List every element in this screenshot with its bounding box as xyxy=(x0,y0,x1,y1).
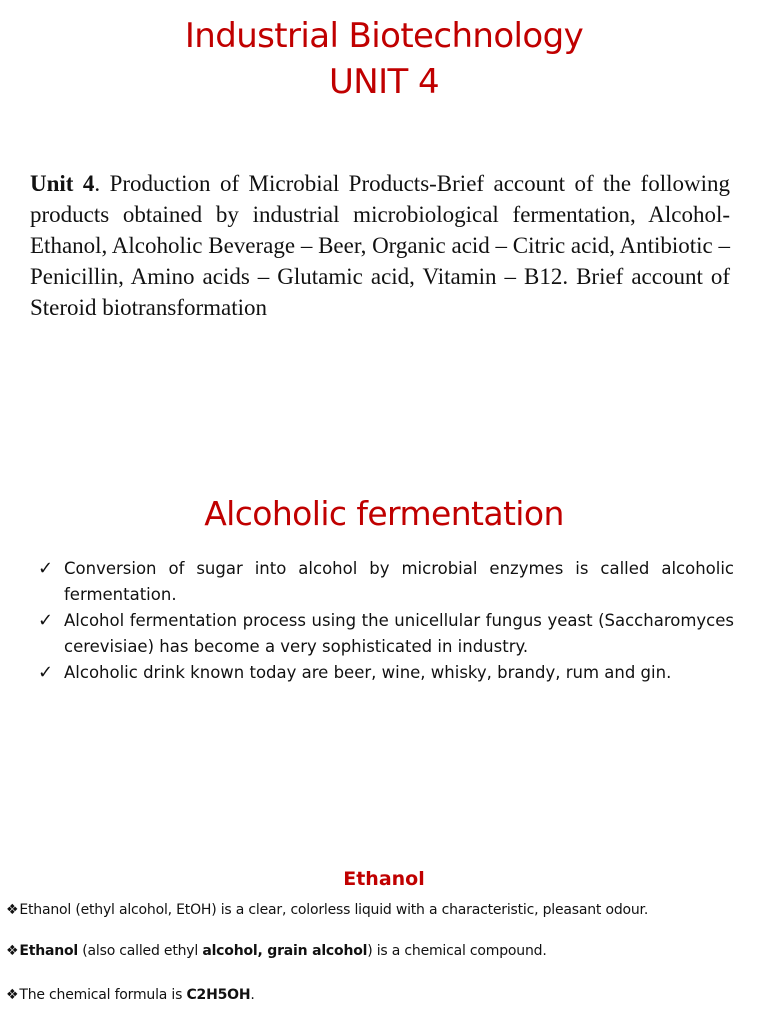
check-mark-icon: ✓ xyxy=(38,610,54,631)
page-subtitle-unit: UNIT 4 xyxy=(329,62,439,102)
check-mark-icon: ✓ xyxy=(38,662,54,683)
list-item xyxy=(38,608,734,660)
ethanol-line-2 xyxy=(6,941,766,961)
check-mark-icon: ✓ xyxy=(38,558,54,579)
alcohol-bold-term: alcohol, grain alcohol xyxy=(202,943,368,959)
diamond-bullet-icon: ❖ xyxy=(6,943,19,959)
chemical-formula: C2H5OH xyxy=(186,987,251,1003)
list-item xyxy=(38,660,734,686)
ethanol-line-1 xyxy=(6,900,766,920)
ethanol-line-3 xyxy=(6,985,766,1005)
unit-description-paragraph xyxy=(30,168,730,323)
ethanol-line-1-text: Ethanol (ethyl alcohol, EtOH) is a clear, colorless liquid with a characteristic, pleasant odour. xyxy=(19,902,649,918)
ethanol-line-2-text-b: ) is a chemical compound. xyxy=(367,943,547,959)
unit-description-text: . Production of Microbial Products-Brief account of the following products obtained by industrial microbiological fermentation, Alcohol- Ethanol, Alcoholic Beverage – Beer, Organic acid – Citric acid, Antibiotic – Penicillin, Amino acids – Glutamic acid, Vitamin – B12. Brief account of Steroid biotransformation xyxy=(30,171,730,320)
page-title: Industrial Biotechnology xyxy=(184,16,584,56)
list-item-text: Conversion of sugar into alcohol by microbial enzymes is called alcoholic fermentation. xyxy=(64,559,734,604)
list-item xyxy=(38,556,734,608)
diamond-bullet-icon: ❖ xyxy=(6,987,19,1003)
ethanol-line-3-text-a: The chemical formula is xyxy=(19,987,187,1003)
ethanol-line-2-text-a: (also called ethyl xyxy=(78,943,203,959)
diamond-bullet-icon: ❖ xyxy=(6,902,19,918)
unit-lead-bold: Unit 4 xyxy=(30,171,95,196)
ethanol-heading: Ethanol xyxy=(343,868,425,890)
fermentation-bullet-list xyxy=(38,556,734,686)
ethanol-line-3-text-b: . xyxy=(250,987,255,1003)
ethanol-bold-term: Ethanol xyxy=(19,943,79,959)
alcoholic-fermentation-heading: Alcoholic fermentation xyxy=(204,494,564,533)
list-item-text: Alcoholic drink known today are beer, wine, whisky, brandy, rum and gin. xyxy=(64,663,672,682)
list-item-text: Alcohol fermentation process using the unicellular fungus yeast (Saccharomyces cerevisiae) has become a very sophisticated in industry. xyxy=(64,611,734,656)
